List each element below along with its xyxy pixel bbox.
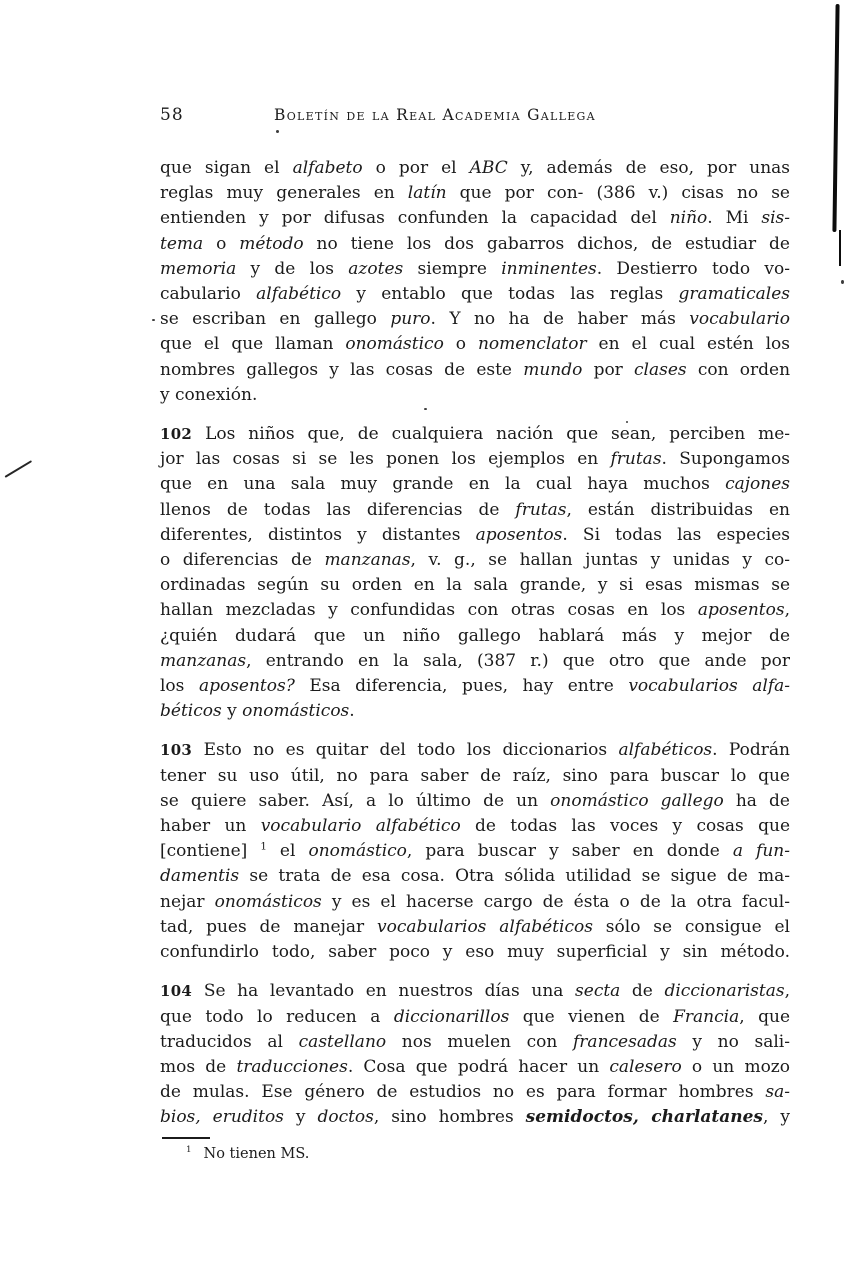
running-header-title: Boletín de la Real Academia Gallega [274,106,596,124]
text-segment: o por el [362,158,470,178]
scan-speck [152,319,155,321]
text-segment: aposentos? [198,676,295,697]
text-line [160,156,790,181]
text-segment: frutas [515,499,567,520]
text-line [160,1080,790,1105]
text-segment: frutas [610,449,662,470]
text-segment: ¿quién dudará que un niño gallego hablará más y mejor de [160,625,790,646]
text-segment: nomenclator [477,334,587,355]
text-segment: semidoctos, charlatanes [525,1107,764,1128]
text-segment: tener su uso útil, no para saber de raíz, sino para buscar lo que [160,765,790,786]
text-segment: , v. g., se hallan juntas y unidas y co- [410,550,790,571]
text-segment: doctos [317,1107,374,1128]
text-segment: clases [634,359,687,380]
text-segment: nombres gallegos y las cosas de este [160,359,524,380]
text-segment: vocabularios alfabéticos [376,916,593,937]
paragraph-number: 103 [160,741,204,760]
text-segment: cabulario [160,284,257,305]
text-segment: de [620,981,665,1002]
text-segment: a fun- [732,841,790,862]
scan-speck [626,421,628,423]
text-segment: y de los [236,258,349,279]
text-segment: onomástico gallego [550,790,724,811]
text-segment: manzanas [160,650,247,671]
text-line [160,940,790,965]
text-segment: que sigan el [160,158,293,178]
text-segment: . Y no ha de haber más [430,309,690,330]
text-segment: latín [407,183,447,204]
text-segment: . Mi [707,208,762,229]
text-segment: Esto no es quitar del todo los diccionarios [203,740,619,761]
text-segment: . Supongamos [661,449,790,470]
text-segment: no tiene los dos gabarros dichos, de estudiar de [303,233,790,254]
paragraph-continuation [160,156,790,408]
scan-speck [841,280,844,284]
text-segment: niño [669,208,708,229]
text-segment: [contiene] [160,841,261,862]
text-line [160,206,790,231]
text-segment: bios, eruditos [160,1107,284,1128]
text-segment: , están distribuidas en [566,499,790,520]
text-segment: y no sali- [676,1031,790,1052]
text-segment: mos de [160,1056,237,1077]
text-segment: traducciones [236,1056,348,1077]
text-segment: ordinadas según su orden en la sala grande, y si esas mismas se [160,575,790,596]
text-segment: confundirlo todo, saber poco y eso muy superficial y sin método. [160,942,790,963]
text-segment: onomásticos [242,701,350,722]
text-segment: con orden [686,359,791,380]
text-segment: béticos [160,701,222,722]
footnote-separator-rule [162,1137,210,1139]
text-line [160,915,790,940]
scan-speck [276,130,279,133]
text-segment: castellano [298,1031,387,1052]
text-segment: gramaticales [678,284,790,305]
text-segment: jor las cosas si se les ponen los ejemplos en [160,449,611,470]
text-segment: , entrando en la sala, (387 r.) que otro que ande por [246,650,790,671]
text-segment: memoria [160,258,237,279]
text-segment: . Cosa que podrá hacer un [347,1056,610,1077]
text-segment: francesadas [573,1031,677,1052]
running-header [160,103,790,127]
text-segment: que vienen de [509,1006,674,1027]
text-segment: calesero [609,1056,682,1077]
text-segment: alfabético [256,284,342,305]
text-segment: que todo lo reducen a [160,1006,394,1027]
scan-speck [424,408,427,410]
text-line [160,358,790,383]
text-segment: tema [160,233,204,254]
text-segment: cajones [725,474,790,495]
text-segment: , y [763,1107,790,1128]
text-line [160,257,790,282]
text-segment: , [784,600,790,621]
footnote-text: No tienen MS. [203,1146,310,1162]
text-segment: . Podrán [712,740,790,761]
text-segment: Esa diferencia, pues, hay entre [294,676,629,697]
text-segment: alfabeto [292,158,363,178]
text-line [160,649,790,674]
paragraph-104 [160,979,790,1130]
text-segment: por [582,359,635,380]
text-segment: Francia [673,1006,740,1027]
text-segment: que el que llaman [160,334,346,355]
text-line [160,1055,790,1080]
text-segment: mundo [523,359,583,380]
paragraph-102 [160,422,790,724]
text-segment: se trata de esa cosa. Otra sólida utilidad se sigue de ma- [239,866,790,887]
text-segment: se quiere saber. Así, a lo último de un [160,790,551,811]
text-line [160,814,790,839]
footnote-line [160,1144,790,1164]
text-segment: sis- [761,208,791,229]
text-segment: diccionarillos [393,1006,510,1027]
text-segment: el [266,841,309,862]
text-line [160,789,790,814]
text-segment: o [203,233,240,254]
footnote-reference: 1 [260,841,267,853]
text-segment: y [221,701,243,722]
text-line [160,674,790,699]
text-segment: entienden y por difusas confunden la capacidad del [160,208,670,229]
text-line [160,573,790,598]
text-segment: , [784,981,790,1002]
text-segment: onomásticos [214,891,322,912]
text-line [160,624,790,649]
text-segment: aposentos [697,600,785,621]
text-segment: y, además de eso, por unas [507,158,791,178]
text-segment: los [160,676,199,697]
paragraph-number: 102 [160,425,206,444]
text-segment: manzanas [324,550,411,571]
text-segment: , sino hombres [373,1107,526,1128]
text-segment: hallan mezcladas y confundidas con otras cosas en los [160,600,698,621]
text-line [160,422,790,447]
text-segment: secta [575,981,621,1002]
text-segment: o un mozo [681,1056,790,1077]
text-segment: traducidos al [160,1031,299,1052]
text-segment: de mulas. Ese género de estudios no es para formar hombres [160,1082,766,1103]
text-segment: diferentes, distintos y distantes [160,524,476,545]
text-block [160,156,790,1131]
text-segment: puro [390,309,431,330]
text-line [160,598,790,623]
scan-artifact-vertical-line-tail [839,230,841,266]
paragraph-number: 104 [160,982,204,1001]
text-segment: alfabéticos [618,740,713,761]
text-line [160,738,790,763]
scan-artifact-vertical-line [832,4,839,232]
footnote [160,1144,790,1164]
text-line [160,383,790,408]
text-segment: y conexión. [160,384,258,405]
text-segment: . [349,701,355,722]
text-segment: y entablo que todas las reglas [341,284,679,305]
text-line [160,498,790,523]
text-segment: y es el hacerse cargo de ésta o de la otra facul- [321,891,790,912]
text-segment: ABC [469,158,508,178]
text-segment: reglas muy generales en [160,183,408,204]
text-line [160,979,790,1004]
text-segment: ha de [723,790,790,811]
text-segment: diccionaristas [664,981,785,1002]
page-number: 58 [160,105,184,125]
text-segment: que por con- (386 v.) cisas no se [446,183,790,204]
text-segment: y [283,1107,318,1128]
text-segment: . Si todas las especies [562,524,790,545]
text-line [160,890,790,915]
text-line [160,1005,790,1030]
text-segment: nos muelen con [386,1031,574,1052]
text-line [160,232,790,257]
text-line [160,699,790,724]
text-segment: tad, pues de manejar [160,916,377,937]
text-segment: azotes [348,258,404,279]
text-segment: vocabulario [689,309,790,330]
text-line [160,548,790,573]
text-segment: onomástico [345,334,444,355]
text-segment: siempre [403,258,502,279]
text-segment: método [239,233,304,254]
text-segment: de todas las voces y cosas que [460,816,790,837]
text-segment: damentis [160,866,240,887]
text-segment: o [443,334,478,355]
text-line [160,307,790,332]
text-line [160,1105,790,1130]
text-line [160,1030,790,1055]
scan-artifact-pencil-mark [4,460,32,478]
text-segment: Los niños que, de cualquiera nación que sean, perciben me- [205,424,791,445]
text-segment: vocabularios alfa- [628,676,791,697]
paragraph-103 [160,738,790,965]
text-line [160,523,790,548]
text-line [160,282,790,307]
text-segment: Se ha levantado en nuestros días una [203,981,576,1002]
text-line [160,839,790,864]
text-segment: sa- [765,1082,790,1103]
text-line [160,864,790,889]
text-segment: o diferencias de [160,550,325,571]
text-segment: , para buscar y saber en donde [406,841,733,862]
text-segment: que en una sala muy grande en la cual haya muchos [160,474,726,495]
text-segment: sólo se consigue el [592,916,790,937]
text-segment: llenos de todas las diferencias de [160,499,516,520]
text-segment: vocabulario alfabético [260,816,461,837]
text-segment: onomástico [308,841,407,862]
text-segment: aposentos [475,524,563,545]
text-line [160,447,790,472]
text-line [160,472,790,497]
text-segment: se escriban en gallego [160,309,391,330]
text-segment: , que [739,1006,791,1027]
footnote-marker: 1 [186,1145,192,1156]
text-segment: haber un [160,816,261,837]
text-line [160,332,790,357]
text-segment: en el cual estén los [586,334,791,355]
text-line [160,764,790,789]
text-segment: . Destierro todo vo- [596,258,790,279]
text-line [160,181,790,206]
text-segment: nejar [160,891,215,912]
text-segment: inminentes [501,258,597,279]
